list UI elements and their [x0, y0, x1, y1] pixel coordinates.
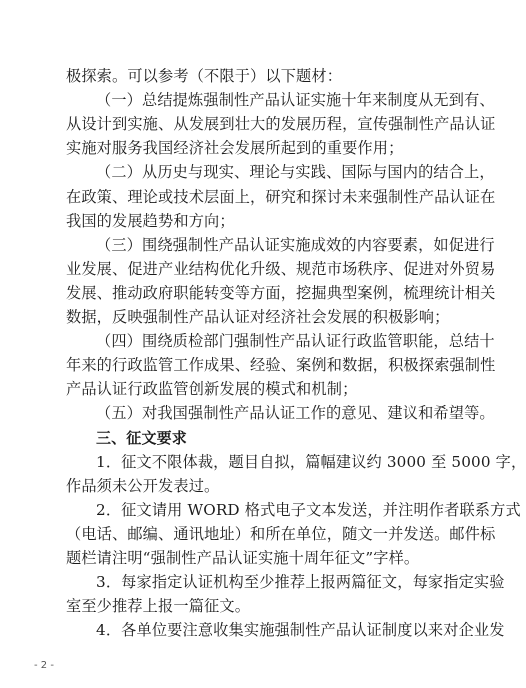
- text-line: 室至少推荐上报一篇征文。: [66, 597, 251, 616]
- text-line: 发展、推动政府职能转变等方面，挖掘典型案例，梳理统计相关: [66, 283, 496, 302]
- text-line: 在政策、理论或技术层面上，研究和探讨未来强制性产品认证在: [66, 187, 496, 206]
- text-line: （五）对我国强制性产品认证工作的意见、建议和希望等。: [96, 404, 495, 423]
- text-line: 1．征文不限体裁，题目自拟，篇幅建议约 3000 至 5000 字，: [96, 452, 526, 471]
- text-line: 3．每家指定认证机构至少推荐上报两篇征文，每家指定实验: [96, 573, 505, 592]
- text-line: （电话、邮编、通讯地址）和所在单位，随文一并发送。邮件标: [66, 524, 496, 543]
- text-line: 作品须未公开发表过。: [66, 476, 220, 495]
- text-line: 2．征文请用 WORD 格式电子文本发送，并注明作者联系方式: [96, 500, 521, 519]
- text-line: 我国的发展趋势和方向；: [66, 211, 235, 230]
- text-line: 极探索。可以参考（不限于）以下题材：: [66, 67, 343, 85]
- text-line: （一）总结提炼强制性产品认证实施十年来制度从无到有、: [96, 91, 495, 110]
- text-line: 业发展、促进产业结构优化升级、规范市场秩序、促进对外贸易: [66, 259, 496, 278]
- text-line: 从设计到实施、从发展到壮大的发展历程，宣传强制性产品认证: [66, 115, 496, 134]
- text-line: （四）围绕质检部门强制性产品认证行政监管职能，总结十: [96, 332, 495, 351]
- text-line: （三）围绕强制性产品认证实施成效的内容要素，如促进行: [96, 235, 495, 254]
- text-line: 产品认证行政监管创新发展的模式和机制；: [66, 380, 358, 399]
- text-line: 年来的行政监管工作成果、经验、案例和数据，积极探索强制性: [66, 356, 496, 375]
- section-heading: 三、征文要求: [96, 428, 187, 447]
- text-line: 数据，反映强制性产品认证对经济社会发展的积极影响；: [66, 308, 450, 326]
- text-line: 4．各单位要注意收集实施强制性产品认证制度以来对企业发: [96, 621, 505, 640]
- text-line: 实施对服务我国经济社会发展所起到的重要作用；: [66, 139, 404, 158]
- page-number: - 2 -: [34, 660, 54, 671]
- text-line: 题栏请注明“强制性产品认证实施十周年征文”字样。: [66, 549, 420, 567]
- text-line: （二）从历史与现实、理论与实践、国际与国内的结合上，: [96, 163, 495, 182]
